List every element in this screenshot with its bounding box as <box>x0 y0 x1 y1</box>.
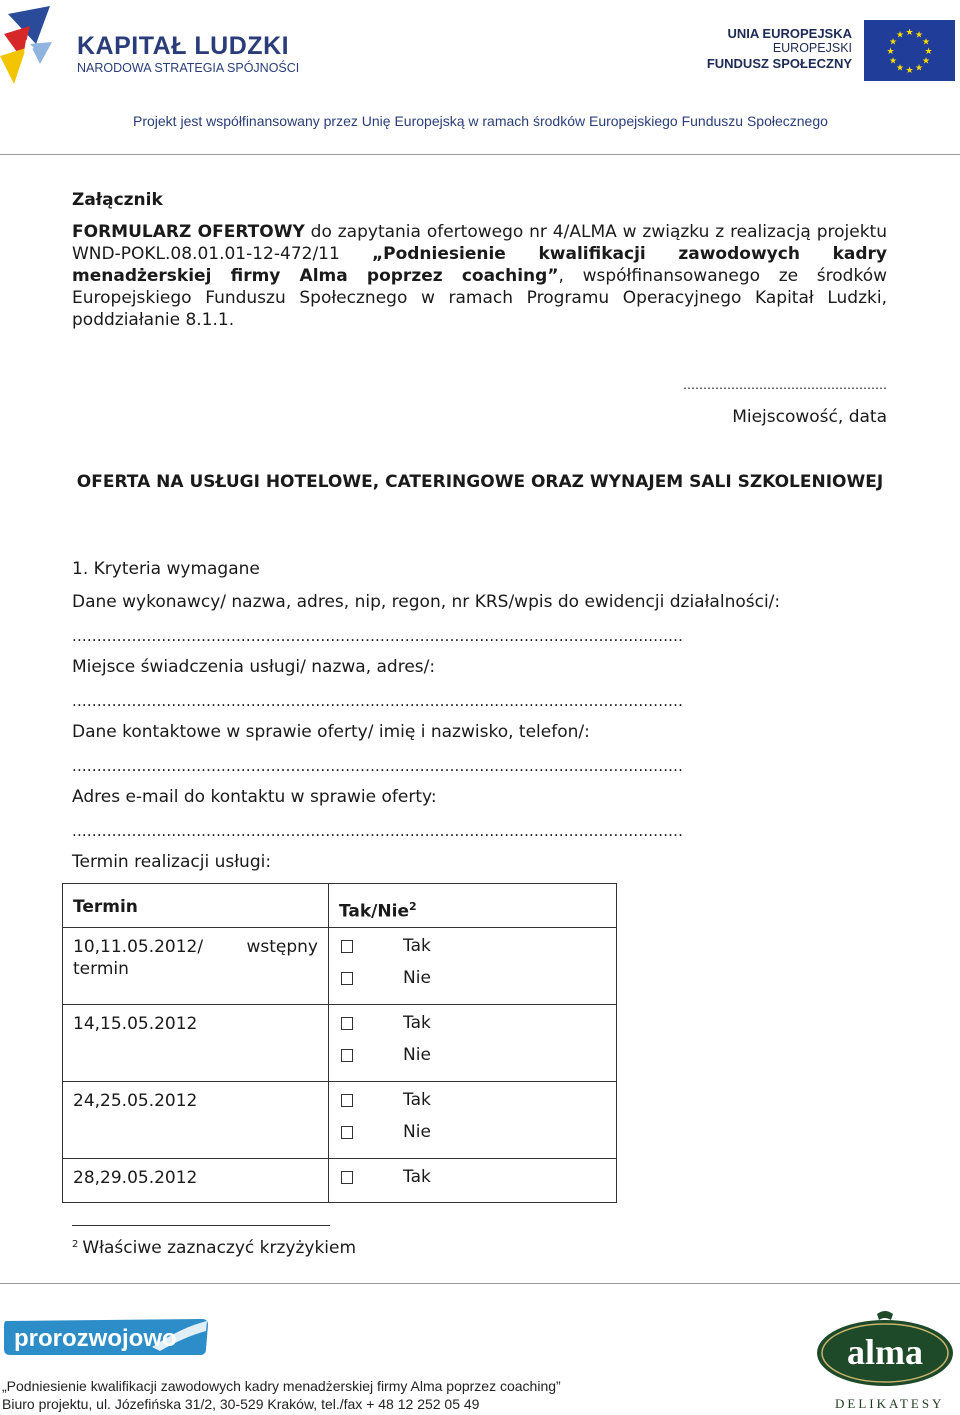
form-title: FORMULARZ OFERTOWY <box>72 222 305 242</box>
eu-line1: UNIA EUROPEJSKA <box>727 26 852 41</box>
yesno-cell <box>329 1159 617 1203</box>
alma-logo-icon <box>815 1308 955 1388</box>
svg-text:★: ★ <box>921 37 931 48</box>
term-cell <box>63 928 329 1005</box>
field-contact-dots[interactable]: ........................................................................................................................... <box>72 757 684 775</box>
intro-text-2: , współfinansowanego ze środków Europejskiego Funduszu Społecznego w ramach Programu Operacyjnego Kapitał Ludzki, poddziałanie 8.1.1. <box>72 266 887 330</box>
field-location-label: Miejsce świadczenia usługi/ nazwa, adres/: <box>72 657 436 677</box>
checkbox-yes[interactable] <box>341 1171 353 1184</box>
kapital-ludzki-title: KAPITAŁ LUDZKI <box>77 32 290 60</box>
table-row <box>63 1005 617 1082</box>
table-header-row <box>63 884 617 928</box>
header-divider <box>0 154 960 155</box>
table-row <box>63 1159 617 1203</box>
checkbox-yes[interactable] <box>341 1017 353 1030</box>
checkbox-no[interactable] <box>341 1049 353 1062</box>
option-no: Nie <box>403 968 431 988</box>
col-header-yesno <box>329 884 617 928</box>
eu-line2: EUROPEJSKI <box>772 41 852 55</box>
field-contact-label: Dane kontaktowe w sprawie oferty/ imię i nazwisko, telefon/: <box>72 722 590 742</box>
option-yes: Tak <box>403 1013 431 1033</box>
option-yes: Tak <box>403 1090 431 1110</box>
svg-text:★: ★ <box>905 28 914 38</box>
section-heading: 1. Kryteria wymagane <box>72 559 260 579</box>
option-no: Nie <box>403 1045 431 1065</box>
svg-text:★: ★ <box>924 47 933 57</box>
option-yes: Tak <box>403 1167 431 1187</box>
table-row <box>63 928 617 1005</box>
svg-text:★: ★ <box>914 30 924 41</box>
footnote-rule <box>72 1225 330 1226</box>
term-cell: 28,29.05.2012 <box>63 1159 329 1203</box>
footnote-number: 2 <box>72 1239 79 1250</box>
svg-text:★: ★ <box>895 30 905 41</box>
alma-text: alma <box>847 1332 923 1372</box>
option-yes: Tak <box>403 936 431 956</box>
checkbox-no[interactable] <box>341 1126 353 1139</box>
eu-label <box>707 26 852 71</box>
svg-text:★: ★ <box>888 56 898 67</box>
field-location-dots[interactable]: ........................................................................................................................... <box>72 692 684 710</box>
col-header-yesno-label: Tak/Nie <box>339 901 409 922</box>
term-date: 10,11.05.2012/ <box>73 937 204 957</box>
field-email-dots[interactable]: ........................................................................................................................... <box>72 822 684 840</box>
eu-flag-icon <box>864 20 955 81</box>
prorozwojowo-text: prorozwojowo <box>14 1325 177 1352</box>
footnote-text: Właściwe zaznaczyć krzyżykiem <box>82 1238 357 1258</box>
place-date-label: Miejscowość, data <box>732 407 887 427</box>
kapital-ludzki-subtitle: NARODOWA STRATEGIA SPÓJNOŚCI <box>77 61 300 75</box>
place-date-dots[interactable]: …………………………………………… <box>683 378 887 392</box>
term-word: termin <box>73 959 129 979</box>
kapital-ludzki-logo-icon <box>0 4 60 84</box>
eu-line3: FUNDUSZ SPOŁECZNY <box>706 56 852 71</box>
field-contractor-label: Dane wykonawcy/ nazwa, adres, nip, regon, nr KRS/wpis do ewidencji działalności/: <box>72 592 781 612</box>
prorozwojowo-logo-icon <box>2 1317 209 1357</box>
svg-text:★: ★ <box>888 37 898 48</box>
col-header-term: Termin <box>63 884 329 928</box>
footer-project-title: „Podniesienie kwalifikacji zawodowych kadry menadżerskiej firmy Alma poprzez coaching” <box>2 1378 561 1394</box>
term-cell: 14,15.05.2012 <box>63 1005 329 1082</box>
term-prelim: wstępny <box>246 937 318 957</box>
attachment-label: Załącznik <box>72 190 163 210</box>
yesno-cell <box>329 928 617 1005</box>
term-cell: 24,25.05.2012 <box>63 1082 329 1159</box>
svg-text:★: ★ <box>914 63 924 74</box>
footnote <box>72 1238 356 1258</box>
checkbox-yes[interactable] <box>341 1094 353 1107</box>
svg-text:★: ★ <box>886 47 895 57</box>
footer-divider <box>0 1283 960 1284</box>
svg-text:★: ★ <box>921 56 931 67</box>
project-cofinancing-line: Projekt jest współfinansowany przez Unię Europejską w ramach środków Europejskiego Funduszu Społecznego <box>133 113 828 129</box>
svg-text:★: ★ <box>905 66 914 76</box>
field-email-label: Adres e-mail do kontaktu w sprawie oferty: <box>72 787 437 807</box>
alma-delikatesy: DELIKATESY <box>835 1396 945 1411</box>
yesno-cell <box>329 1082 617 1159</box>
yesno-cell <box>329 1005 617 1082</box>
checkbox-yes[interactable] <box>341 940 353 953</box>
intro-text-1: do zapytania ofertowego nr 4/ALMA w związku z realizacją projektu WND-POKL.08.01.01-12-472/11 <box>72 222 887 264</box>
footnote-ref: 2 <box>408 900 417 913</box>
offer-title: OFERTA NA USŁUGI HOTELOWE, CATERINGOWE ORAZ WYNAJEM SALI SZKOLENIOWEJ <box>76 472 884 492</box>
intro-paragraph <box>72 221 887 331</box>
field-contractor-dots[interactable]: ........................................................................................................................... <box>72 627 684 645</box>
option-no: Nie <box>403 1122 431 1142</box>
term-label: Termin realizacji usługi: <box>72 852 272 872</box>
terms-table <box>62 883 617 1203</box>
table-row <box>63 1082 617 1159</box>
checkbox-no[interactable] <box>341 972 353 985</box>
project-name: „Podniesienie kwalifikacji zawodowych kadry menadżerskiej firmy Alma poprzez coaching” <box>72 244 887 286</box>
svg-text:★: ★ <box>895 63 905 74</box>
footer-address: Biuro projektu, ul. Józefińska 31/2, 30-529 Kraków, tel./fax + 48 12 252 05 49 <box>2 1396 480 1412</box>
